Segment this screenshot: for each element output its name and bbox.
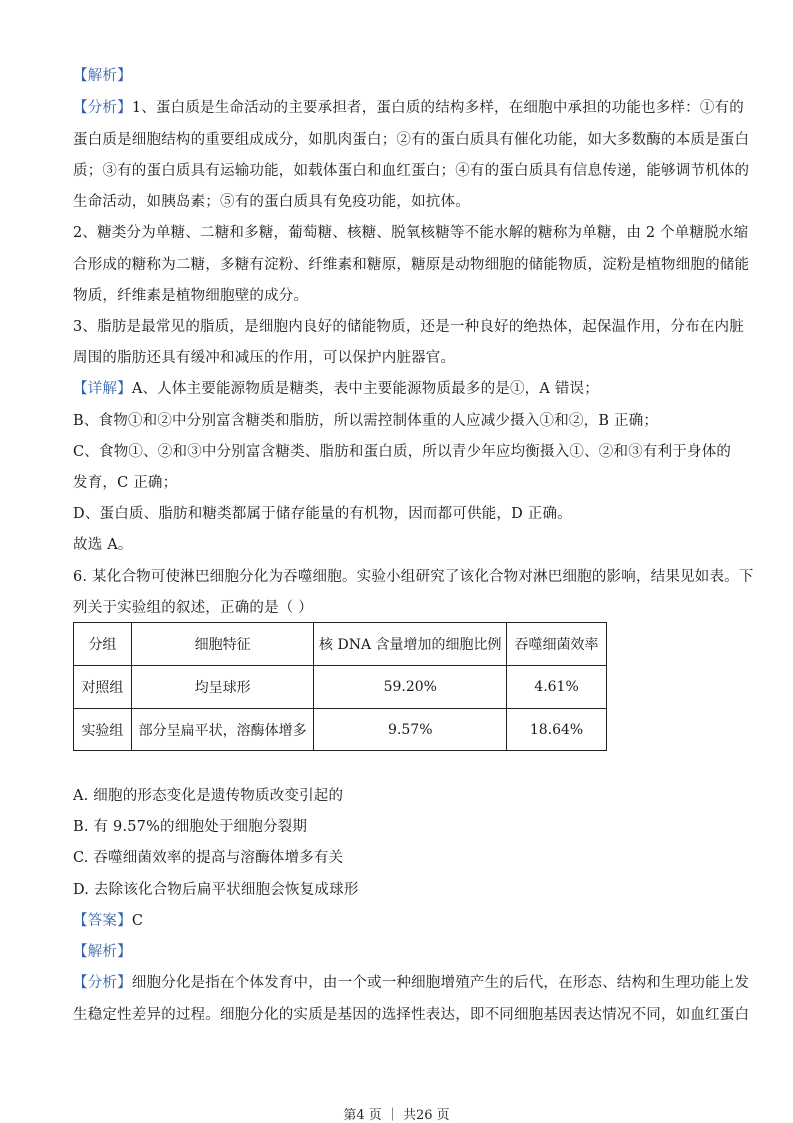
table-row xyxy=(74,709,607,751)
table-header-row xyxy=(74,623,607,666)
results-table xyxy=(73,622,607,751)
detail-line-b: B、食物①和②中分别富含糖类和脂肪，所以需控制体重的人应减少摄入①和②，B 正确； xyxy=(73,413,659,429)
paragraph-1-line-4: 生命活动，如胰岛素；⑤有的蛋白质具有免疫功能，如抗体。 xyxy=(73,194,470,210)
answer-value: C xyxy=(131,913,144,929)
paragraph-1-line-3: 质；③有的蛋白质具有运输功能，如载体蛋白和血红蛋白；④有的蛋白质具有信息传递，能够调节机体的 xyxy=(73,163,750,179)
answer-tag: 【答案】 xyxy=(73,913,132,929)
paragraph-2-line-2: 合形成的糖称为二糖，多糖有淀粉、纤维素和糖原，糖原是动物细胞的储能物质，淀粉是植物细胞的储能 xyxy=(73,257,750,273)
paragraph-2-line-3: 物质，纤维素是植物细胞壁的成分。 xyxy=(73,288,309,304)
paragraph-1-line-1: 【分析】1、蛋白质是生命活动的主要承担者，蛋白质的结构多样，在细胞中承担的功能也多样：①有的 xyxy=(73,100,744,116)
table-header-cell: 吞噬细菌效率 xyxy=(507,623,607,666)
table-header-cell: 细胞特征 xyxy=(131,623,314,666)
fenxi-line-2: 生稳定性差异的过程。细胞分化的实质是基因的选择性表达，即不同细胞基因表达情况不同，如血红蛋白 xyxy=(73,1007,750,1023)
detail-line-c1: C、食物①、②和③中分别富含糖类、脂肪和蛋白质，所以青少年应均衡摄入①、②和③有利于身体的 xyxy=(73,444,732,460)
detail-line-d: D、蛋白质、脂肪和糖类都属于储存能量的有机物，因而都可供能，D 正确。 xyxy=(73,506,572,522)
table-cell: 9.57% xyxy=(314,709,507,751)
table-cell: 59.20% xyxy=(314,666,507,709)
option-b: B. 有 9.57%的细胞处于细胞分裂期 xyxy=(73,819,308,835)
detail-conclusion: 故选 A。 xyxy=(73,537,133,553)
page-footer: 第4 页 ｜ 共26 页 xyxy=(343,1108,450,1123)
analysis-tag-2: 【解析】 xyxy=(73,944,132,960)
question-stem-line-2: 列关于实验组的叙述，正确的是（ ） xyxy=(73,600,314,616)
table-cell: 18.64% xyxy=(507,709,607,751)
analysis-tag: 【解析】 xyxy=(73,68,132,84)
table-cell: 对照组 xyxy=(74,666,132,709)
detail-line-a: 【详解】A、人体主要能源物质是糖类，表中主要能源物质最多的是①，A 错误； xyxy=(73,381,599,397)
table-cell: 均呈球形 xyxy=(131,666,314,709)
fenxi-tag: 【分析】 xyxy=(73,100,132,116)
answer-line xyxy=(73,911,723,931)
paragraph-2-line-1: 2、糖类分为单糖、二糖和多糖，葡萄糖、核糖、脱氧核糖等不能水解的糖称为单糖，由 2 个单糖脱水缩 xyxy=(73,225,749,241)
table-header-cell: 核 DNA 含量增加的细胞比例 xyxy=(314,623,507,666)
table-cell: 4.61% xyxy=(507,666,607,709)
option-c: C. 吞噬细菌效率的提高与溶酶体增多有关 xyxy=(73,850,344,866)
table-header-cell: 分组 xyxy=(74,623,132,666)
fenxi-tag-2: 【分析】 xyxy=(73,975,132,991)
table-cell: 实验组 xyxy=(74,709,132,751)
detail-line-c2: 发育，C 正确； xyxy=(73,475,178,491)
paragraph-3-line-2: 周围的脂肪还具有缓冲和减压的作用，可以保护内脏器官。 xyxy=(73,350,456,366)
paragraph-1-line-2: 蛋白质是细胞结构的重要组成成分，如肌肉蛋白；②有的蛋白质具有催化功能，如大多数酶的本质是蛋白 xyxy=(73,132,750,148)
table-row xyxy=(74,666,607,709)
fenxi-line-1: 【分析】细胞分化是指在个体发育中，由一个或一种细胞增殖产生的后代，在形态、结构和生理功能上发 xyxy=(73,975,750,991)
option-d: D. 去除该化合物后扁平状细胞会恢复成球形 xyxy=(73,882,359,898)
detail-tag: 【详解】 xyxy=(73,381,132,397)
option-a: A. 细胞的形态变化是遗传物质改变引起的 xyxy=(73,788,344,804)
table-cell: 部分呈扁平状，溶酶体增多 xyxy=(131,709,314,751)
question-stem-line-1: 6. 某化合物可使淋巴细胞分化为吞噬细胞。实验小组研究了该化合物对淋巴细胞的影响，结果见如表。下 xyxy=(73,569,754,585)
paragraph-3-line-1: 3、脂肪是最常见的脂质，是细胞内良好的储能物质，还是一种良好的绝热体，起保温作用，分布在内脏 xyxy=(73,319,744,335)
